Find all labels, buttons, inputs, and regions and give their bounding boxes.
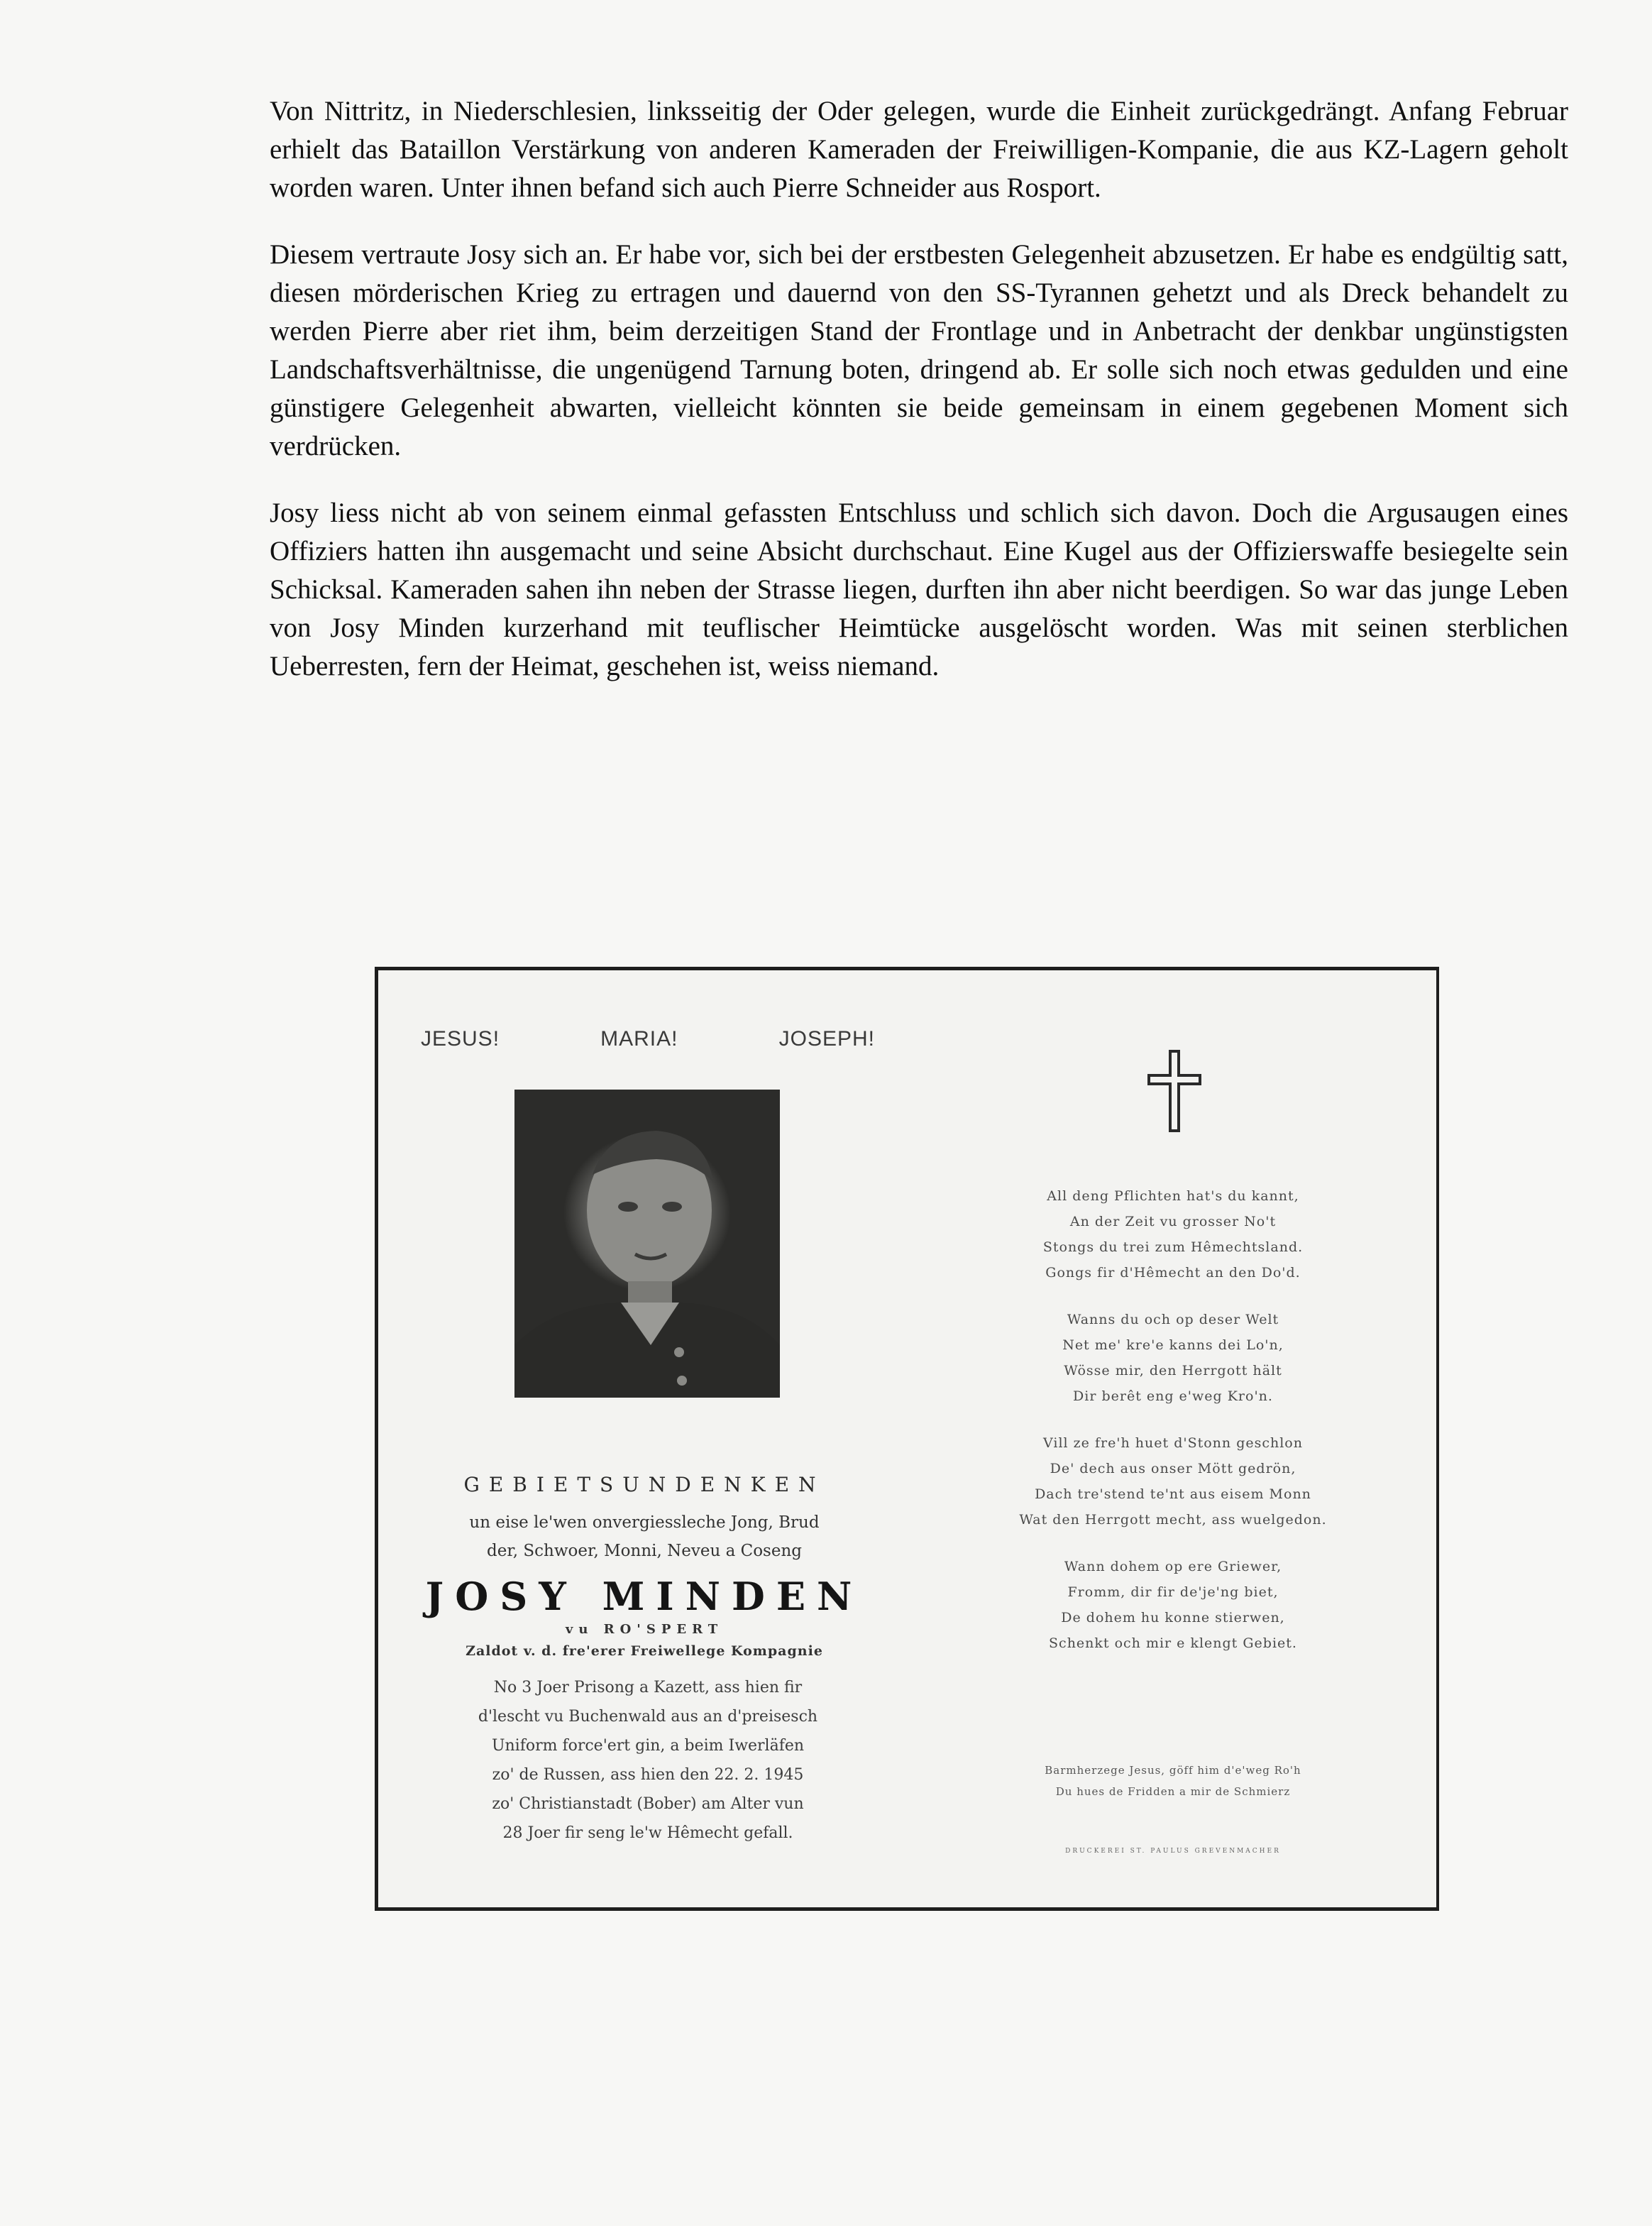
memorial-heading: GEBIETSUNDENKEN bbox=[463, 1473, 825, 1496]
biography-line-2: d'lescht vu Buchenwald aus an d'preisesch bbox=[478, 1708, 818, 1726]
biography-line-1: No 3 Joer Prisong a Kazett, ass hien fir bbox=[493, 1679, 803, 1696]
poem-line: All deng Pflichten hat's du kannt, bbox=[1047, 1188, 1299, 1204]
printer-line: DRUCKEREI ST. PAULUS GREVENMACHER bbox=[1065, 1848, 1281, 1855]
poem-line: Stongs du trei zum Hêmechtsland. bbox=[1042, 1239, 1304, 1255]
biography-line-3: Uniform force'ert gin, a beim Iwerläfen bbox=[491, 1737, 805, 1755]
narrative-paragraph-3: Josy liess nicht ab von seinem einmal gefassten Entschluss und schlich sich davon. Doch die Argusaugen eines Offiziers hatten ihn ausgemacht und seine Absicht durchschaut. Eine Kugel aus der Offizierswaffe besiegelte sein Schicksal. Kameraden sahen ihn neben der Strasse liegen, durften ihn aber nicht beerdigen. So war das junge Leben von Josy Minden kurzerhand mit teuflischer Heimtücke ausgelöscht worden. Was mit seinen sterblichen Ueberresten, fern der Heimat, geschehen ist, weiss niemand. bbox=[270, 498, 1568, 681]
poem-line: Fromm, dir fir de'je'ng biet, bbox=[1067, 1584, 1279, 1600]
invocation-jesus: JESUS! bbox=[421, 1027, 500, 1051]
poem-stanza-3 bbox=[939, 1430, 1407, 1533]
portrait-silhouette bbox=[514, 1090, 780, 1398]
poem-stanza-1 bbox=[939, 1183, 1407, 1285]
invocation bbox=[421, 1027, 875, 1051]
memorial-intro-line-1: un eise le'wen onvergiessleche Jong, Brud bbox=[469, 1513, 820, 1532]
poem-line: An der Zeit vu grosser No't bbox=[1069, 1214, 1277, 1229]
latin-cross-icon bbox=[1146, 1048, 1203, 1134]
poem-line: Wann dohem op ere Griewer, bbox=[1064, 1559, 1282, 1574]
poem-line: Wanns du och op deser Welt bbox=[1067, 1312, 1279, 1327]
narrative-paragraph-2: Diesem vertraute Josy sich an. Er habe vor, sich bei der erstbesten Gelegenheit abzusetzen. Er habe es endgültig satt, diesen mörderischen Krieg zu ertragen und dauernd von den SS-Tyrannen gehetzt und als Dreck behandelt zu werden Pierre aber riet ihm, beim derzeitigen Stand der Frontlage und in Anbetracht der denkbar ungünstigsten Landschaftsverhältnisse, die ungenügend Tarnung boten, dringend ab. Er solle sich noch etwas gedulden und eine günstigere Gelegenheit abwarten, vielleicht könnten sie beide gemeinsam in einem gegebenen Moment sich verdrücken. bbox=[270, 239, 1568, 461]
hometown: vu RO'SPERT bbox=[565, 1622, 724, 1637]
poem-line: Schenkt och mir e klengt Gebiet. bbox=[1049, 1635, 1297, 1651]
deceased-name: JOSY MINDEN bbox=[425, 1574, 864, 1619]
narrative-text bbox=[270, 92, 1568, 714]
closing-prayer bbox=[939, 1760, 1407, 1802]
poem-line: Wösse mir, den Herrgott hält bbox=[1064, 1363, 1282, 1378]
narrative-paragraph-1: Von Nittritz, in Niederschlesien, linksseitig der Oder gelegen, wurde die Einheit zurückgedrängt. Anfang Februar erhielt das Bataillon Verstärkung von anderen Kameraden der Freiwilligen-Kompanie, die aus KZ-Lagern geholt worden waren. Unter ihnen befand sich auch Pierre Schneider aus Rosport. bbox=[270, 96, 1568, 203]
invocation-joseph: JOSEPH! bbox=[778, 1027, 875, 1051]
poem-line: Vill ze fre'h huet d'Stonn geschlon bbox=[1043, 1435, 1303, 1451]
biography-line-5: zo' Christianstadt (Bober) am Alter vun bbox=[492, 1795, 804, 1813]
poem-line: Net me' kre'e kanns dei Lo'n, bbox=[1062, 1337, 1284, 1353]
unit-line: Zaldot v. d. fre'erer Freiwellege Kompagnie bbox=[466, 1643, 823, 1659]
biography bbox=[414, 1673, 882, 1848]
poem-stanza-4 bbox=[939, 1554, 1407, 1656]
poem-line: Dach tre'stend te'nt aus eisem Monn bbox=[1035, 1486, 1311, 1502]
memorial-intro-line-2: der, Schwoer, Monni, Neveu a Coseng bbox=[487, 1542, 802, 1560]
prayer-line-1: Barmherzege Jesus, göff him d'e'weg Ro'h bbox=[1045, 1764, 1301, 1777]
poem-line: Wat den Herrgott mecht, ass wuelgedon. bbox=[1019, 1512, 1327, 1528]
poem bbox=[939, 1183, 1407, 1677]
memorial-card-left-panel bbox=[378, 970, 910, 1907]
biography-line-4: zo' de Russen, ass hien den 22. 2. 1945 bbox=[492, 1766, 804, 1784]
poem-line: Gongs fir d'Hêmecht an den Do'd. bbox=[1045, 1265, 1301, 1281]
poem-stanza-2 bbox=[939, 1307, 1407, 1409]
invocation-maria: MARIA! bbox=[600, 1027, 678, 1051]
poem-line: De' dech aus onser Mött gedrön, bbox=[1050, 1461, 1296, 1476]
memorial-intro bbox=[407, 1508, 882, 1565]
poem-line: Dir berêt eng e'weg Kro'n. bbox=[1073, 1388, 1273, 1404]
memorial-card bbox=[375, 967, 1439, 1911]
prayer-line-2: Du hues de Fridden a mir de Schmierz bbox=[1055, 1785, 1291, 1798]
biography-line-6: 28 Joer fir seng le'w Hêmecht gefall. bbox=[502, 1824, 793, 1842]
poem-line: De dohem hu konne stierwen, bbox=[1061, 1610, 1285, 1625]
portrait-photo bbox=[514, 1090, 780, 1398]
memorial-card-right-panel bbox=[910, 970, 1436, 1907]
